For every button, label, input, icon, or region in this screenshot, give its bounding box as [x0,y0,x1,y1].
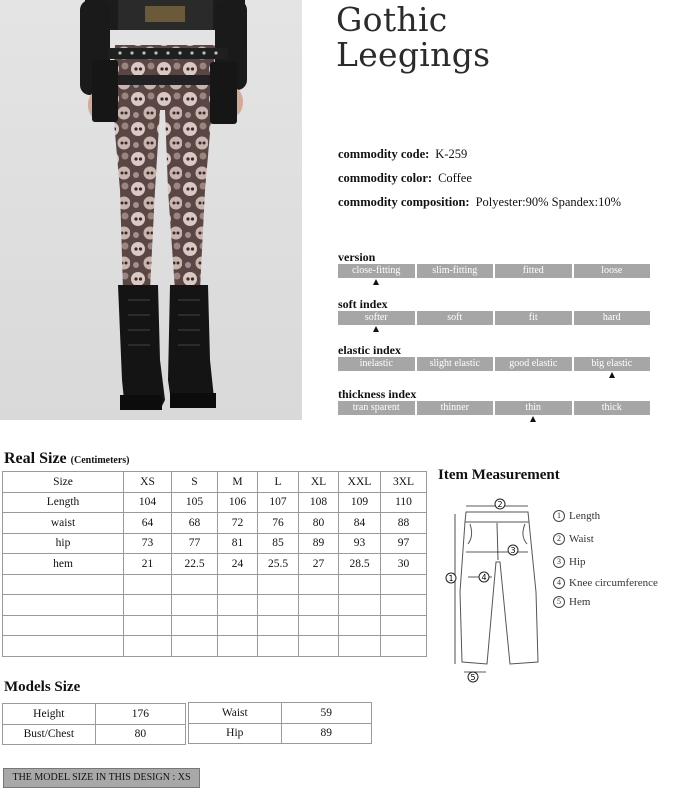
index-marker-slot [574,371,651,380]
table-cell: 104 [124,492,172,513]
table-cell: M [218,472,258,493]
legend-hip [553,556,586,568]
index-marker-slot [495,415,572,424]
spec-commodity-color [338,171,472,186]
legend-number: 2 [553,533,565,545]
table-row [3,472,427,493]
selected-marker-icon [373,326,379,332]
index-title: elastic index [338,343,401,357]
index-thickness [338,387,650,424]
spec-label: commodity composition: [338,195,470,209]
legend-waist [553,533,594,545]
table-cell [124,595,172,616]
table-cell: 76 [258,513,299,534]
table-cell: 27 [299,554,339,575]
index-option: inelastic [338,357,415,371]
table-row [3,704,186,725]
index-option: slight elastic [417,357,494,371]
index-title: thickness index [338,387,417,401]
table-cell: hem [3,554,124,575]
table-cell [339,636,381,657]
real-size-unit: (Centimeters) [70,455,130,466]
table-row [189,703,372,724]
table-row [3,533,427,554]
table-cell [172,636,218,657]
index-option: thick [574,401,651,415]
index-option: tran sparent [338,401,415,415]
table-cell [218,636,258,657]
svg-text:1: 1 [448,574,454,583]
table-cell: 81 [218,533,258,554]
model-illustration [0,0,302,420]
table-cell: 64 [124,513,172,534]
spec-label: commodity color: [338,171,433,185]
table-cell: XS [124,472,172,493]
table-cell [258,636,299,657]
index-title: soft index [338,297,388,311]
legend-length [553,510,600,522]
index-marker-slot [417,278,494,287]
table-cell [124,615,172,636]
table-row [3,554,427,575]
index-scale [338,357,650,371]
table-cell: Hip [189,723,282,744]
index-marker-row [338,325,650,334]
table-cell [172,574,218,595]
table-cell [339,595,381,616]
index-marker-slot [417,371,494,380]
index-marker-slot [417,325,494,334]
table-row [3,615,427,636]
table-cell: 106 [218,492,258,513]
title-line-1: Gothic [336,0,448,39]
table-cell: 80 [299,513,339,534]
table-cell [258,615,299,636]
table-cell: 110 [381,492,427,513]
index-option: slim-fitting [417,264,494,278]
item-measurement-heading: Item Measurement [438,467,560,483]
table-cell [3,615,124,636]
table-row [3,492,427,513]
index-title: version [338,250,376,264]
legend-knee [553,577,658,589]
table-cell: Height [3,704,96,725]
table-cell: 21 [124,554,172,575]
table-cell: 25.5 [258,554,299,575]
legend-hem [553,596,590,608]
table-cell: 89 [299,533,339,554]
index-option: softer [338,311,415,325]
index-version [338,250,650,287]
table-cell [299,574,339,595]
table-cell: 105 [172,492,218,513]
model-size-note: THE MODEL SIZE IN THIS DESIGN : XS [3,768,200,788]
table-cell: 88 [381,513,427,534]
table-cell [381,574,427,595]
index-option: fit [495,311,572,325]
table-cell [258,595,299,616]
table-cell [172,615,218,636]
table-cell: 93 [339,533,381,554]
table-cell [381,595,427,616]
table-cell: 24 [218,554,258,575]
models-size-heading: Models Size [4,679,81,695]
index-marker-slot [338,415,415,424]
index-marker-slot [574,415,651,424]
spec-label: commodity code: [338,147,430,161]
real-size-heading [4,450,130,468]
table-cell [299,595,339,616]
table-cell [299,615,339,636]
table-cell [339,574,381,595]
selected-marker-icon [609,372,615,378]
table-cell: Bust/Chest [3,724,96,745]
table-cell: 108 [299,492,339,513]
pants-diagram [440,492,550,688]
table-cell: Size [3,472,124,493]
product-title [336,2,490,72]
table-row [3,724,186,745]
table-cell: 59 [281,703,371,724]
table-cell [172,595,218,616]
svg-text:2: 2 [497,500,503,509]
index-scale [338,264,650,278]
table-cell [124,636,172,657]
table-cell: 22.5 [172,554,218,575]
index-marker-slot [495,325,572,334]
models-size-table-left [2,703,186,745]
index-soft [338,297,650,334]
index-marker-slot [574,325,651,334]
table-cell [3,636,124,657]
table-cell: 73 [124,533,172,554]
index-marker-slot [417,415,494,424]
table-cell [258,574,299,595]
table-cell: 30 [381,554,427,575]
index-option: hard [574,311,651,325]
table-cell [381,636,427,657]
table-cell: Length [3,492,124,513]
legend-label: Hip [569,556,586,568]
table-cell: hip [3,533,124,554]
spec-value: Polyester:90% Spandex:10% [475,195,622,209]
index-marker-slot [574,278,651,287]
index-option: close-fitting [338,264,415,278]
table-cell [218,595,258,616]
index-option: thinner [417,401,494,415]
svg-text:3: 3 [510,546,516,555]
table-cell: L [258,472,299,493]
spec-value: K-259 [435,147,468,161]
index-elastic [338,343,650,380]
table-cell: 107 [258,492,299,513]
legend-number: 3 [553,556,565,568]
table-cell: 89 [281,723,371,744]
table-cell: 84 [339,513,381,534]
index-marker-slot [338,371,415,380]
table-cell: 77 [172,533,218,554]
table-cell: 85 [258,533,299,554]
table-row [3,513,427,534]
table-cell [3,595,124,616]
index-option: good elastic [495,357,572,371]
table-cell: 97 [381,533,427,554]
size-table [2,471,427,657]
table-cell: 109 [339,492,381,513]
legend-number: 5 [553,596,565,608]
table-row [189,723,372,744]
table-cell: waist [3,513,124,534]
table-cell: 68 [172,513,218,534]
index-option: big elastic [574,357,651,371]
index-option: thin [495,401,572,415]
table-cell: 72 [218,513,258,534]
legend-label: Waist [569,533,594,545]
title-line-2: Leegings [336,35,491,74]
index-option: soft [417,311,494,325]
table-cell: 176 [95,704,185,725]
table-cell [3,574,124,595]
table-cell: 80 [95,724,185,745]
index-marker-row [338,371,650,380]
svg-text:4: 4 [481,573,487,582]
index-marker-slot [495,278,572,287]
index-marker-row [338,278,650,287]
real-size-title: Real Size [4,450,67,467]
table-cell [218,615,258,636]
spec-commodity-code [338,147,467,162]
table-cell [339,615,381,636]
table-cell: XL [299,472,339,493]
index-option: fitted [495,264,572,278]
index-scale [338,401,650,415]
legend-number: 4 [553,577,565,589]
models-size-table-right [188,702,372,744]
legend-label: Hem [569,596,591,608]
spec-value: Coffee [438,171,472,185]
table-cell: S [172,472,218,493]
legend-label: Knee circumference [569,577,658,589]
table-cell [381,615,427,636]
spec-commodity-composition [338,195,621,210]
table-row [3,574,427,595]
table-cell: 28.5 [339,554,381,575]
table-cell [218,574,258,595]
table-row [3,636,427,657]
table-cell [124,574,172,595]
index-marker-slot [495,371,572,380]
index-scale [338,311,650,325]
table-cell: Waist [189,703,282,724]
index-marker-slot [338,325,415,334]
selected-marker-icon [530,416,536,422]
legend-label: Length [569,510,601,522]
index-marker-row [338,415,650,424]
index-marker-slot [338,278,415,287]
table-cell: 3XL [381,472,427,493]
table-cell: XXL [339,472,381,493]
table-cell [299,636,339,657]
index-option: loose [574,264,651,278]
selected-marker-icon [373,279,379,285]
svg-text:5: 5 [470,673,476,682]
table-row [3,595,427,616]
legend-number: 1 [553,510,565,522]
product-photo [0,0,302,420]
